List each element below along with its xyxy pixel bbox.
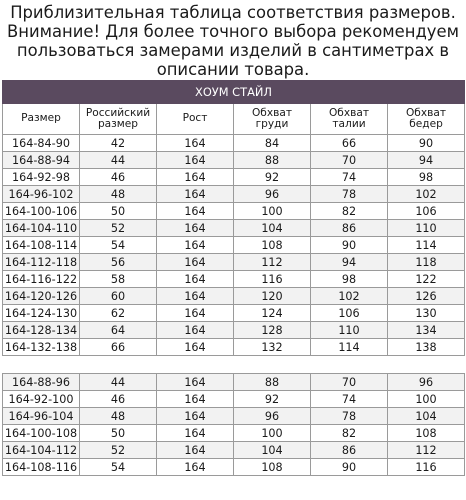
size-table — [2, 80, 465, 356]
table-cell: 114 — [311, 339, 388, 356]
table-gap — [0, 356, 466, 373]
table-cell: 70 — [311, 152, 388, 169]
table-row — [3, 374, 465, 391]
table-cell: 164 — [157, 305, 234, 322]
table-cell: 94 — [388, 152, 465, 169]
table-cell: 102 — [311, 288, 388, 305]
table-cell: 108 — [234, 459, 311, 476]
table-row — [3, 425, 465, 442]
table-cell: 92 — [234, 169, 311, 186]
table-cell: 98 — [311, 271, 388, 288]
table-cell: 46 — [80, 391, 157, 408]
heading-line-4: описании товара. — [156, 60, 310, 79]
table-cell: 164-108-114 — [3, 237, 80, 254]
table-row — [3, 271, 465, 288]
table-cell: 78 — [311, 408, 388, 425]
size-table-2 — [2, 373, 465, 476]
table-cell: 164 — [157, 254, 234, 271]
table-cell: 50 — [80, 425, 157, 442]
table-cell: 164 — [157, 322, 234, 339]
table-cell: 64 — [80, 322, 157, 339]
table-cell: 100 — [234, 203, 311, 220]
table-row — [3, 408, 465, 425]
table-cell: 164 — [157, 237, 234, 254]
table-cell: 164-124-130 — [3, 305, 80, 322]
table-cell: 164 — [157, 271, 234, 288]
table-cell: 96 — [388, 374, 465, 391]
table-cell: 118 — [388, 254, 465, 271]
table-cell: 82 — [311, 203, 388, 220]
table-cell: 70 — [311, 374, 388, 391]
table-cell: 164-116-122 — [3, 271, 80, 288]
table-cell: 74 — [311, 169, 388, 186]
table-cell: 104 — [234, 442, 311, 459]
table-cell: 130 — [388, 305, 465, 322]
table-cell: 164-96-102 — [3, 186, 80, 203]
column-header: Обхват талии — [311, 104, 388, 135]
table-cell: 110 — [388, 220, 465, 237]
table-cell: 164 — [157, 425, 234, 442]
table-cell: 56 — [80, 254, 157, 271]
table-cell: 164-100-106 — [3, 203, 80, 220]
table-cell: 84 — [234, 135, 311, 152]
table-row — [3, 220, 465, 237]
table-cell: 100 — [234, 425, 311, 442]
table-cell: 44 — [80, 374, 157, 391]
table-row — [3, 322, 465, 339]
table-cell: 82 — [311, 425, 388, 442]
heading-line-3: пользоваться замерами изделий в сантиметрах в — [16, 41, 450, 60]
table-cell: 138 — [388, 339, 465, 356]
table-cell: 124 — [234, 305, 311, 322]
table-cell: 164 — [157, 186, 234, 203]
column-header: Рост — [157, 104, 234, 135]
table-cell: 164-92-100 — [3, 391, 80, 408]
table-cell: 96 — [234, 186, 311, 203]
table-row — [3, 305, 465, 322]
table-cell: 44 — [80, 152, 157, 169]
table-cell: 110 — [311, 322, 388, 339]
brand-name: ХОУМ СТАЙЛ — [3, 81, 465, 104]
table-cell: 98 — [388, 169, 465, 186]
table-cell: 164 — [157, 339, 234, 356]
table-cell: 116 — [388, 459, 465, 476]
table-cell: 108 — [388, 425, 465, 442]
column-header: Размер — [3, 104, 80, 135]
table-cell: 54 — [80, 459, 157, 476]
table-cell: 134 — [388, 322, 465, 339]
table-row — [3, 391, 465, 408]
table-cell: 164-112-118 — [3, 254, 80, 271]
table-row — [3, 237, 465, 254]
column-header: Обхват груди — [234, 104, 311, 135]
table-cell: 164-92-98 — [3, 169, 80, 186]
table-row — [3, 442, 465, 459]
table-cell: 164-108-116 — [3, 459, 80, 476]
table-cell: 164-104-110 — [3, 220, 80, 237]
table-cell: 164 — [157, 408, 234, 425]
table-row — [3, 152, 465, 169]
table-cell: 164 — [157, 203, 234, 220]
table-cell: 108 — [234, 237, 311, 254]
table-cell: 122 — [388, 271, 465, 288]
table-row — [3, 288, 465, 305]
table-cell: 88 — [234, 152, 311, 169]
table-cell: 42 — [80, 135, 157, 152]
table-cell: 112 — [388, 442, 465, 459]
heading-line-2: Внимание! Для более точного выбора рекомендуем — [7, 22, 459, 41]
table-cell: 96 — [234, 408, 311, 425]
page-heading — [0, 0, 466, 80]
table-cell: 114 — [388, 237, 465, 254]
table-cell: 100 — [388, 391, 465, 408]
table-cell: 62 — [80, 305, 157, 322]
table-cell: 46 — [80, 169, 157, 186]
table-cell: 164 — [157, 374, 234, 391]
table-cell: 90 — [311, 237, 388, 254]
table-cell: 92 — [234, 391, 311, 408]
table-cell: 88 — [234, 374, 311, 391]
table-cell: 164-132-138 — [3, 339, 80, 356]
table-cell: 164-104-112 — [3, 442, 80, 459]
table-cell: 106 — [311, 305, 388, 322]
table-cell: 164-120-126 — [3, 288, 80, 305]
table-cell: 58 — [80, 271, 157, 288]
table-row — [3, 203, 465, 220]
table-cell: 120 — [234, 288, 311, 305]
table-cell: 104 — [388, 408, 465, 425]
table-cell: 78 — [311, 186, 388, 203]
table-cell: 54 — [80, 237, 157, 254]
table-cell: 66 — [80, 339, 157, 356]
table-row — [3, 459, 465, 476]
table-cell: 132 — [234, 339, 311, 356]
table-row — [3, 254, 465, 271]
table-cell: 50 — [80, 203, 157, 220]
heading-line-1: Приблизительная таблица соответствия размеров. — [10, 3, 456, 22]
table-cell: 164-84-90 — [3, 135, 80, 152]
table-cell: 48 — [80, 186, 157, 203]
table-row — [3, 169, 465, 186]
table-cell: 74 — [311, 391, 388, 408]
table-cell: 164-100-108 — [3, 425, 80, 442]
table-cell: 126 — [388, 288, 465, 305]
table-cell: 164 — [157, 220, 234, 237]
table-cell: 164 — [157, 459, 234, 476]
table-cell: 66 — [311, 135, 388, 152]
table-cell: 116 — [234, 271, 311, 288]
table-cell: 128 — [234, 322, 311, 339]
table-cell: 164 — [157, 135, 234, 152]
table-cell: 164 — [157, 442, 234, 459]
table-cell: 60 — [80, 288, 157, 305]
table-cell: 52 — [80, 220, 157, 237]
table-cell: 164-88-94 — [3, 152, 80, 169]
table-cell: 106 — [388, 203, 465, 220]
table-cell: 164 — [157, 152, 234, 169]
table-cell: 164-128-134 — [3, 322, 80, 339]
table-cell: 164 — [157, 391, 234, 408]
table-cell: 102 — [388, 186, 465, 203]
table-cell: 104 — [234, 220, 311, 237]
table-header-row — [3, 104, 465, 135]
table-cell: 48 — [80, 408, 157, 425]
column-header: Обхват бедер — [388, 104, 465, 135]
table-cell: 164 — [157, 169, 234, 186]
brand-row — [3, 81, 465, 104]
table-cell: 164 — [157, 288, 234, 305]
table-cell: 90 — [388, 135, 465, 152]
table-cell: 94 — [311, 254, 388, 271]
table-row — [3, 186, 465, 203]
table-row — [3, 135, 465, 152]
table-cell: 86 — [311, 442, 388, 459]
table-cell: 164-96-104 — [3, 408, 80, 425]
table-cell: 112 — [234, 254, 311, 271]
table-row — [3, 339, 465, 356]
table-cell: 90 — [311, 459, 388, 476]
table-cell: 52 — [80, 442, 157, 459]
table-cell: 86 — [311, 220, 388, 237]
column-header: Российский размер — [80, 104, 157, 135]
table-cell: 164-88-96 — [3, 374, 80, 391]
